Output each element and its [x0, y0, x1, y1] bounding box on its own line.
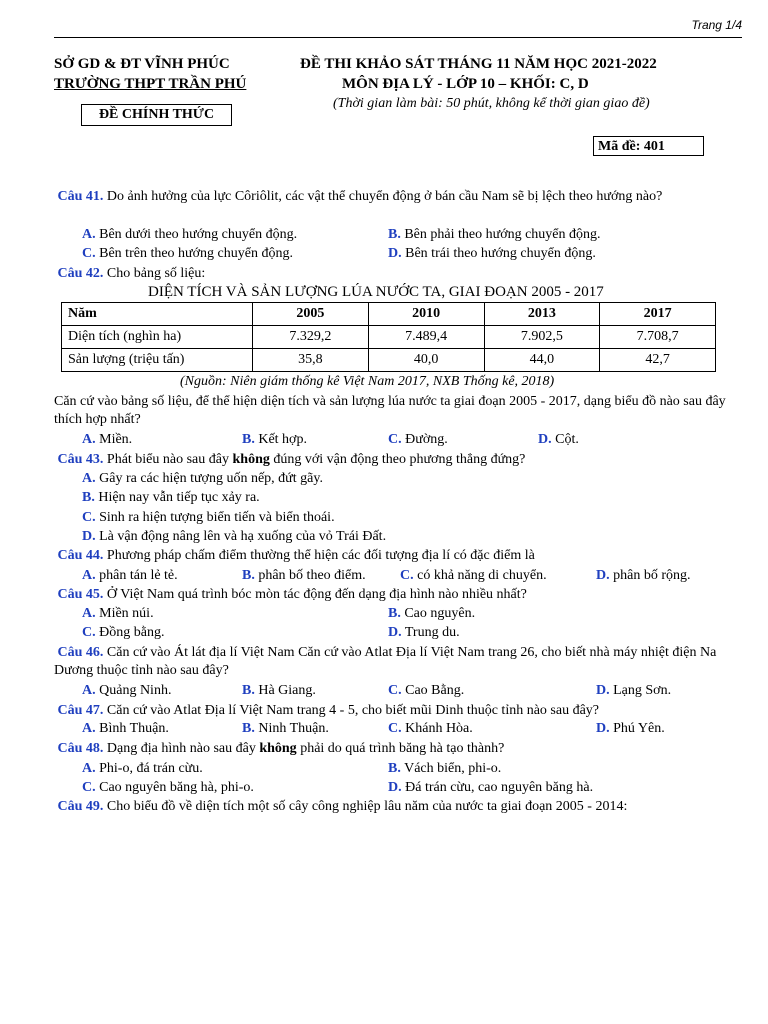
q45-option-b[interactable]: B. Cao nguyên.: [388, 606, 476, 621]
table-cell: 44,0: [484, 349, 600, 372]
q45-option-d[interactable]: D. Trung du.: [388, 625, 460, 640]
question-number: Câu 42.: [57, 266, 104, 281]
question-text: Căn cứ vào Át lát địa lí Việt Nam Căn cứ vào Atlat Địa lí Việt Nam trang 26, cho biết nhà máy nhiệt điện Na Dương thuộc tỉnh nào sau đây?: [54, 645, 717, 678]
question-number: Câu 46.: [57, 645, 104, 660]
table-cell: 40,0: [368, 349, 484, 372]
q47-option-a[interactable]: A. Bình Thuận.: [82, 721, 169, 736]
question-45: [54, 586, 744, 604]
question-text: Phương pháp chấm điểm thường thể hiện các đối tượng địa lí có đặc điểm là: [103, 548, 535, 563]
question-text: Do ảnh hưởng của lực Côriôlit, các vật thể chuyển động ở bán cầu Nam sẽ bị lệch theo hướng nào?: [103, 189, 663, 204]
question-number: Câu 43.: [57, 452, 104, 467]
question-number: Câu 49.: [57, 799, 104, 814]
question-number: Câu 41.: [57, 189, 104, 204]
question-48: Câu 48. Dạng địa hình nào sau đây không phải do quá trình băng hà tạo thành?: [57, 741, 505, 756]
question-43: Câu 43. Phát biểu nào sau đây không đúng với vận động theo phương thẳng đứng?: [57, 452, 526, 467]
q46-option-d[interactable]: D. Lạng Sơn.: [596, 683, 672, 698]
q46-option-a[interactable]: A. Quảng Ninh.: [82, 683, 172, 698]
q43-option-c[interactable]: C. Sinh ra hiện tượng biển tiến và biển thoái.: [82, 510, 335, 525]
question-number: Câu 47.: [57, 703, 104, 718]
question-47: [54, 702, 744, 720]
dept-name: SỞ GD & ĐT VĨNH PHÚC: [54, 56, 230, 72]
q41-option-c[interactable]: C. Bên trên theo hướng chuyển động.: [82, 246, 293, 261]
question-number: Câu 48.: [57, 741, 104, 756]
official-badge: ĐỀ CHÍNH THỨC: [81, 104, 232, 126]
q44-option-d[interactable]: D. phân bố rộng.: [596, 568, 691, 583]
table-header-cell: 2013: [484, 303, 600, 326]
table-cell: 7.902,5: [484, 326, 600, 349]
q46-option-c[interactable]: C. Cao Bằng.: [388, 683, 465, 698]
table-cell: Diện tích (nghìn ha): [62, 326, 253, 349]
page-number: Trang 1/4: [691, 18, 742, 32]
q43-option-d[interactable]: D. Là vận động nâng lên và hạ xuống của vỏ Trái Đất.: [82, 529, 387, 544]
q48-option-b[interactable]: B. Vách biển, phi-o.: [388, 761, 502, 776]
question-41: [54, 188, 744, 206]
q44-option-b[interactable]: B. phân bố theo điểm.: [242, 568, 366, 583]
exam-title: ĐỀ THI KHẢO SÁT THÁNG 11 NĂM HỌC 2021-2022: [300, 56, 657, 72]
q47-option-b[interactable]: B. Ninh Thuận.: [242, 721, 329, 736]
q43-option-a[interactable]: A. Gây ra các hiện tượng uốn nếp, đứt gãy.: [82, 471, 323, 486]
q42-option-c[interactable]: C. Đường.: [388, 432, 448, 447]
q48-option-a[interactable]: A. Phi-o, đá trán cừu.: [82, 761, 203, 776]
q42-option-a[interactable]: A. Miền.: [82, 432, 133, 447]
question-44: [54, 547, 744, 565]
table-header-cell: 2017: [600, 303, 716, 326]
school-name: TRƯỜNG THPT TRẦN PHÚ: [54, 76, 247, 92]
question-number: Câu 45.: [57, 587, 104, 602]
question-42-stem: Căn cứ vào bảng số liệu, để thể hiện diện tích và sản lượng lúa nước ta giai đoạn 2005 - 2017, dạng biểu đồ nào sau đây thích hợp nhất?: [54, 394, 726, 427]
q45-option-c[interactable]: C. Đồng bằng.: [82, 625, 165, 640]
exam-subject: MÔN ĐỊA LÝ - LỚP 10 – KHỐI: C, D: [342, 76, 589, 92]
q45-option-a[interactable]: A. Miền núi.: [82, 606, 154, 621]
table-source: (Nguồn: Niên giám thống kê Việt Nam 2017, NXB Thống kê, 2018): [180, 374, 555, 389]
table-row: [62, 349, 716, 372]
table-cell: Sản lượng (triệu tấn): [62, 349, 253, 372]
q41-option-b[interactable]: B. Bên phải theo hướng chuyển động.: [388, 227, 601, 242]
table-row: [62, 326, 716, 349]
q48-option-d[interactable]: D. Đá trán cừu, cao nguyên băng hà.: [388, 780, 594, 795]
q42-option-b[interactable]: B. Kết hợp.: [242, 432, 307, 447]
question-text: Ở Việt Nam quá trình bóc mòn tác động đến dạng địa hình nào nhiều nhất?: [103, 587, 527, 602]
q47-option-d[interactable]: D. Phú Yên.: [596, 721, 665, 736]
question-49: [54, 798, 744, 816]
table-cell: 7.489,4: [368, 326, 484, 349]
rice-data-table: [61, 302, 716, 372]
question-text: Căn cứ vào Atlat Địa lí Việt Nam trang 4 - 5, cho biết mũi Dinh thuộc tỉnh nào sau đây?: [103, 703, 600, 718]
question-42: [54, 265, 744, 283]
q41-option-d[interactable]: D. Bên trái theo hướng chuyển động.: [388, 246, 596, 261]
question-text: Cho bảng số liệu:: [103, 266, 206, 281]
table-cell: 42,7: [600, 349, 716, 372]
table-header-cell: 2005: [253, 303, 369, 326]
question-text: Cho biểu đồ về diện tích một số cây công nghiệp lâu năm của nước ta giai đoạn 2005 - 2014:: [103, 799, 628, 814]
q41-option-a[interactable]: A. Bên dưới theo hướng chuyển động.: [82, 227, 298, 242]
q48-option-c[interactable]: C. Cao nguyên băng hà, phi-o.: [82, 780, 254, 795]
question-46: [54, 644, 744, 680]
exam-code: Mã đề: 401: [593, 136, 704, 156]
table-cell: 7.329,2: [253, 326, 369, 349]
table-header-cell: Năm: [62, 303, 253, 326]
q43-option-b[interactable]: B. Hiện nay vẫn tiếp tục xảy ra.: [82, 490, 260, 505]
table-cell: 35,8: [253, 349, 369, 372]
q46-option-b[interactable]: B. Hà Giang.: [242, 683, 316, 698]
header-rule: [54, 37, 742, 38]
q47-option-c[interactable]: C. Khánh Hòa.: [388, 721, 473, 736]
table-cell: 7.708,7: [600, 326, 716, 349]
exam-time: (Thời gian làm bài: 50 phút, không kể thời gian giao đề): [333, 96, 650, 111]
table-header-cell: 2010: [368, 303, 484, 326]
q42-option-d[interactable]: D. Cột.: [538, 432, 579, 447]
q44-option-c[interactable]: C. có khả năng di chuyển.: [400, 568, 547, 583]
q44-option-a[interactable]: A. phân tán lẻ tẻ.: [82, 568, 178, 583]
table-header-row: [62, 303, 716, 326]
question-number: Câu 44.: [57, 548, 104, 563]
table-title: DIỆN TÍCH VÀ SẢN LƯỢNG LÚA NƯỚC TA, GIAI ĐOẠN 2005 - 2017: [148, 284, 604, 300]
